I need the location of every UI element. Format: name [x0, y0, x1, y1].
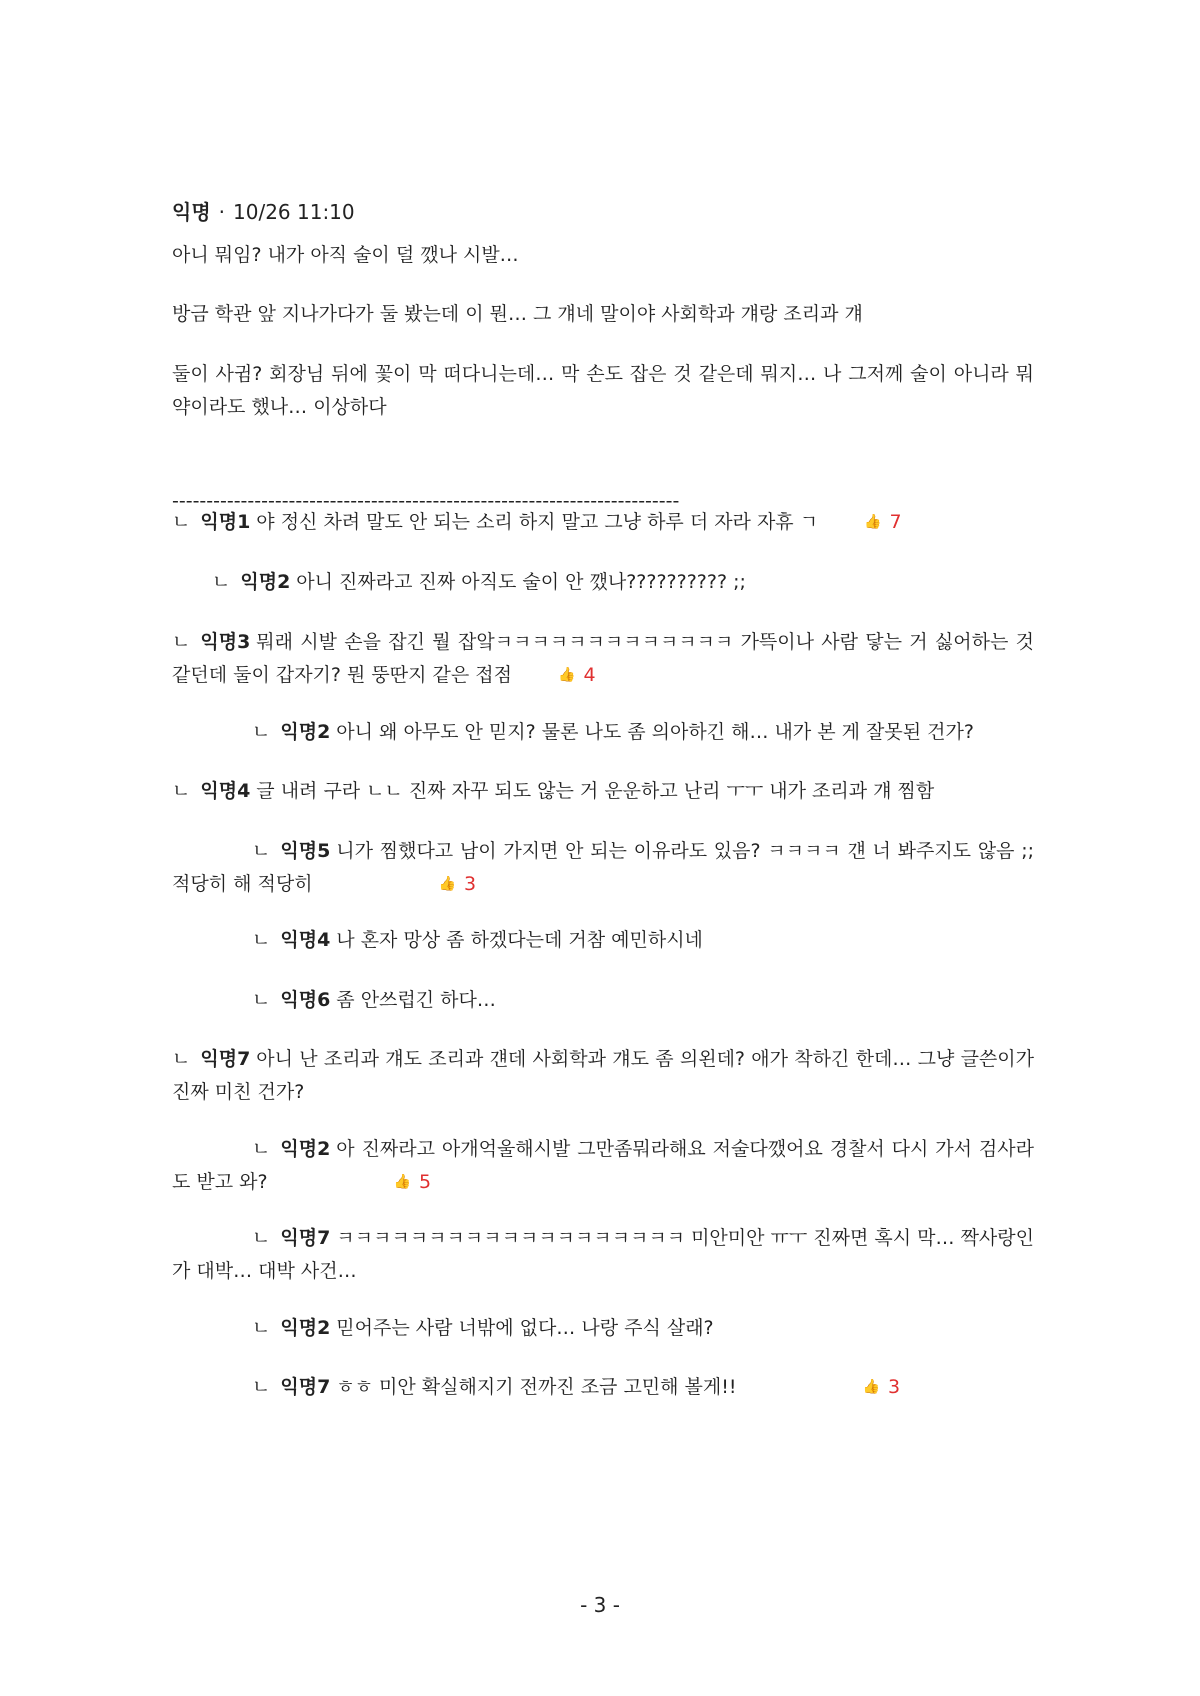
- comment-text: 뭐래 시발 손을 잡긴 뭘 잡앜ㅋㅋㅋㅋㅋㅋㅋㅋㅋㅋㅋㅋㅋ 가뜩이나 사람 닿는 거 싫어하는 것 같던데 둘이 갑자기? 뭔 뚱딴지 같은 접점: [172, 631, 1034, 686]
- reply-mark: ㄴ: [172, 511, 191, 533]
- reply-mark: ㄴ: [252, 840, 271, 862]
- comment-author: 익명4: [280, 929, 331, 951]
- comment-text: 야 정신 차려 말도 안 되는 소리 하지 말고 그냥 하루 더 자라 자휴 ㄱ: [256, 511, 819, 533]
- comment-author: 익명2: [280, 1138, 331, 1160]
- reply-mark: ㄴ: [252, 721, 271, 743]
- comment: [172, 566, 1034, 599]
- comment-text: ㅎㅎ 미안 확실해지기 전까진 조금 고민해 볼게!!: [336, 1376, 737, 1398]
- comment-text: 글 내려 구라 ㄴㄴ 진짜 자꾸 되도 않는 거 운운하고 난리 ㅜㅜ 내가 조리과 걔 찜함: [256, 780, 935, 802]
- divider-line: --------------------------------------------------------------------------: [172, 490, 680, 512]
- comment-author: 익명7: [280, 1227, 331, 1249]
- post-paragraph: 둘이 사귐? 회장님 뒤에 꽃이 막 떠다니는데… 막 손도 잡은 것 같은데 뭐지… 나 그저께 술이 아니라 뭐 약이라도 했나… 이상하다: [172, 363, 1034, 418]
- thumbs-up-icon: 👍: [438, 876, 456, 892]
- comment-author: 익명2: [240, 571, 291, 593]
- comment: [172, 626, 1034, 692]
- reply-mark: ㄴ: [172, 631, 191, 653]
- reply-mark: ㄴ: [252, 989, 271, 1011]
- comment-author: 익명7: [280, 1376, 331, 1398]
- comment-text: 아니 난 조리과 걔도 조리과 걘데 사회학과 걔도 좀 의왼데? 애가 착하긴 한데… 그냥 글쓴이가 진짜 미친 건가?: [172, 1048, 1034, 1103]
- thumbs-up-icon: 👍: [393, 1174, 412, 1190]
- reply-mark: ㄴ: [172, 780, 191, 802]
- thumbs-up-icon: 👍: [558, 667, 576, 683]
- comment-text: 좀 안쓰럽긴 하다…: [336, 989, 496, 1011]
- post-paragraph: 방금 학관 앞 지나가다가 둘 봤는데 이 뭔… 그 걔네 말이야 사회학과 걔랑 조리과 걔: [172, 303, 863, 325]
- reply-mark: ㄴ: [252, 1376, 271, 1398]
- comment-author: 익명5: [280, 840, 331, 862]
- comment-author: 익명3: [200, 631, 251, 653]
- comment-text: ㅋㅋㅋㅋㅋㅋㅋㅋㅋㅋㅋㅋㅋㅋㅋㅋㅋㅋㅋ 미안미안 ㅠㅜ 진짜면 혹시 막… 짝사랑인가 대박… 대박 사건…: [172, 1227, 1034, 1282]
- thumbs-up-icon: 👍: [864, 514, 882, 530]
- comment: [172, 924, 1034, 957]
- like-count: 👍 3: [359, 868, 477, 901]
- reply-mark: ㄴ: [252, 929, 271, 951]
- comment-author: 익명2: [280, 721, 331, 743]
- like-count: 👍 5: [314, 1166, 432, 1199]
- comment-author: 익명7: [200, 1048, 251, 1070]
- reply-mark: ㄴ: [252, 1227, 271, 1249]
- comment-author: 익명4: [200, 780, 251, 802]
- header-separator: ·: [218, 200, 225, 224]
- reply-mark: ㄴ: [172, 1048, 191, 1070]
- comment-text: 아니 왜 아무도 안 믿지? 물론 나도 좀 의아하긴 해… 내가 본 게 잘못된 건가?: [336, 721, 974, 743]
- reply-mark: ㄴ: [252, 1317, 271, 1339]
- post-author: 익명: [172, 200, 211, 224]
- reply-mark: ㄴ: [252, 1138, 271, 1160]
- post-header: [172, 196, 355, 225]
- comment: [172, 506, 1034, 539]
- like-count: 👍 4: [558, 659, 596, 692]
- comment-text: 아 진짜라고 아개억울해시발 그만좀뭐라해요 저술다깼어요 경찰서 다시 가서 검사라도 받고 와?: [172, 1138, 1034, 1193]
- post-paragraph: 아니 뭐임? 내가 아직 술이 덜 깼나 시발…: [172, 244, 519, 266]
- comment-text: 아니 진짜라고 진짜 아직도 술이 안 깼나?????????? ;;: [296, 571, 746, 593]
- comment-author: 익명6: [280, 989, 331, 1011]
- reply-mark: ㄴ: [212, 571, 231, 593]
- comment: [172, 775, 1034, 808]
- comment: [172, 716, 1034, 749]
- page-number: - 3 -: [580, 1593, 620, 1617]
- comment: [172, 1371, 1034, 1404]
- comment: [172, 835, 1034, 901]
- comment-text: 나 혼자 망상 좀 하겠다는데 거참 예민하시네: [336, 929, 703, 951]
- like-count: 👍 7: [864, 506, 902, 539]
- comment-author: 익명2: [280, 1317, 331, 1339]
- comment: [172, 1133, 1034, 1199]
- comment: [172, 984, 1034, 1017]
- comment: [172, 1043, 1034, 1109]
- comment: [172, 1312, 1034, 1345]
- thumbs-up-icon: 👍: [862, 1379, 880, 1395]
- comment-text: 믿어주는 사람 너밖에 없다… 나랑 주식 살래?: [336, 1317, 714, 1339]
- comment: [172, 1222, 1034, 1288]
- post-timestamp: 10/26 11:10: [233, 200, 355, 224]
- comment-author: 익명1: [200, 511, 251, 533]
- comment-text: 니가 찜했다고 남이 가지면 안 되는 이유라도 있음? ㅋㅋㅋㅋ 걘 너 봐주지도 않음 ;; 적당히 해 적당히: [172, 840, 1034, 895]
- like-count: 👍 3: [783, 1371, 901, 1404]
